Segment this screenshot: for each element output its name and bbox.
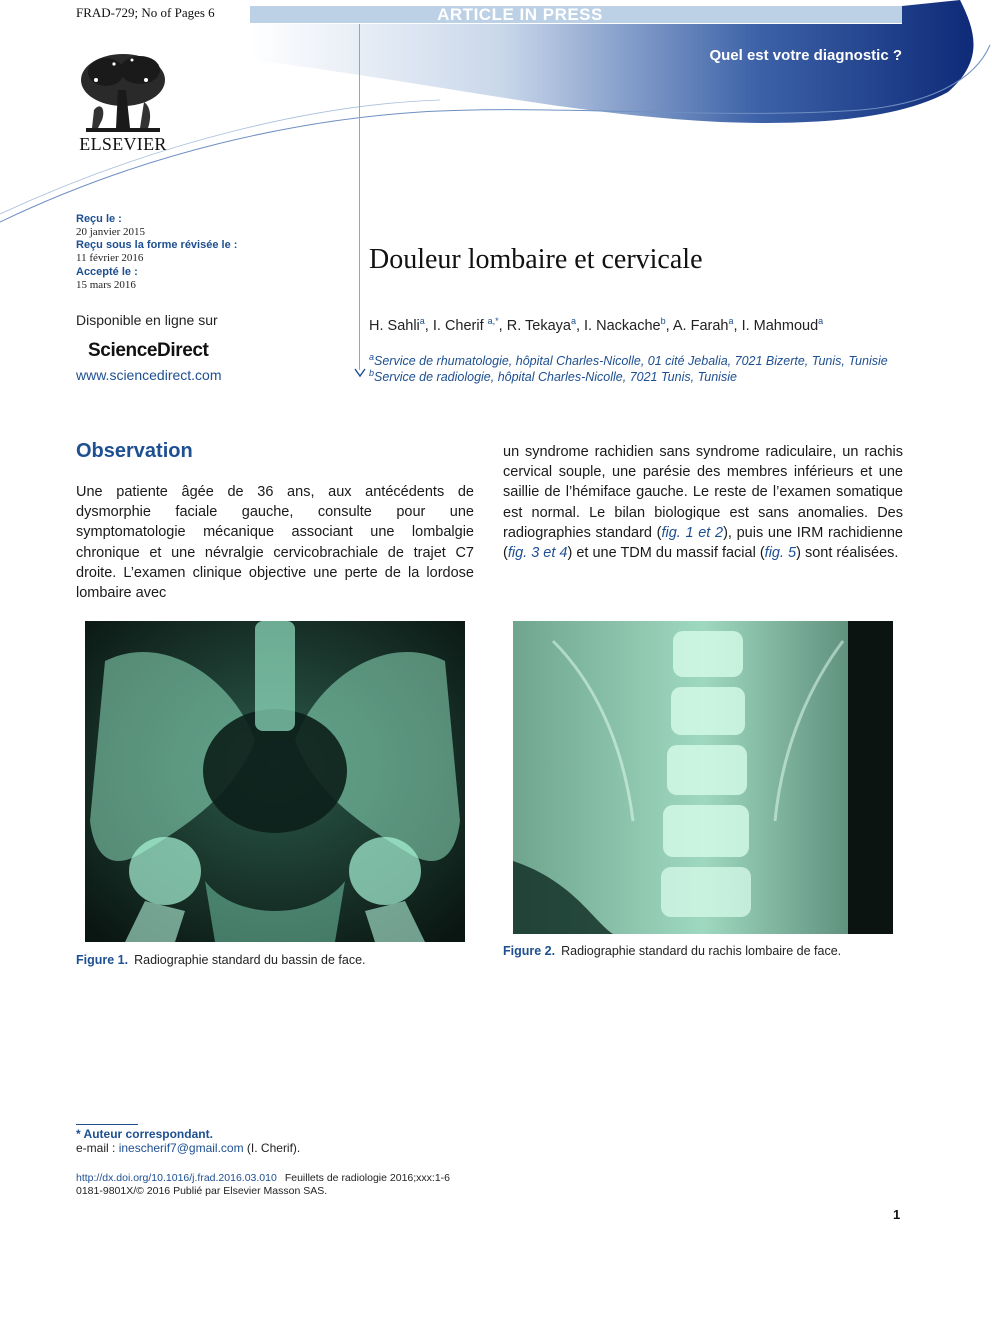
figure-ref-link[interactable]: fig. 5 — [764, 545, 797, 562]
article-title: Douleur lombaire et cervicale — [369, 244, 703, 275]
author-affil-mark[interactable]: a — [728, 316, 734, 326]
affiliation-a — [369, 352, 888, 368]
footnote-rule — [76, 1124, 138, 1125]
copyright-line: 0181-9801X/© 2016 Publié par Elsevier Masson SAS. — [76, 1185, 328, 1197]
author-name: R. Tekaya — [506, 317, 571, 334]
history-accepted-label: Accepté le : — [76, 266, 138, 278]
elsevier-wordmark: ELSEVIER — [79, 134, 167, 154]
author-affil-mark[interactable]: a — [419, 316, 425, 326]
affiliation-b — [369, 368, 737, 384]
author-name: I. Mahmoud — [741, 317, 819, 334]
figure-ref-link[interactable]: fig. 1 et 2 — [661, 524, 724, 541]
figure-ref-link[interactable]: fig. 3 et 4 — [507, 545, 568, 562]
affiliation-text: Service de rhumatologie, hôpital Charles-Nicolle, 01 cité Jebalia, 7021 Bizerte, Tunis, Tunisie — [374, 354, 888, 369]
history-revised-label: Reçu sous la forme révisée le : — [76, 239, 238, 251]
email-link[interactable]: inescherif7@gmail.com — [118, 1141, 244, 1155]
corresponding-author-note: * Auteur correspondant. — [76, 1127, 213, 1141]
pelvis-xray-illustration — [85, 621, 465, 942]
author-name: I. Nackache — [584, 317, 661, 334]
author-list: H. Sahli$^a$, I. Cherif $^{a,*}$, R. Tekaya$^a$, I. Nackache$^b$, A. Farah$^a$, I. Mahmoud$^a$ — [369, 316, 824, 334]
author-name: A. Farah — [672, 317, 729, 334]
page-number: 1 — [893, 1207, 901, 1222]
author-affil-mark[interactable]: b — [660, 316, 666, 326]
caption-text: Radiographie standard du bassin de face. — [134, 953, 366, 967]
elsevier-tree-icon — [76, 50, 170, 136]
caption-text: Radiographie standard du rachis lombaire de face. — [561, 944, 842, 958]
history-received-label: Reçu le : — [76, 213, 122, 225]
online-label: Disponible en ligne sur — [76, 312, 218, 328]
figure-label: Figure 2. — [503, 944, 556, 958]
email-prefix: e-mail : — [76, 1141, 119, 1155]
paragraph-text: ) sont réalisées. — [796, 545, 899, 562]
figure-2-image[interactable] — [513, 621, 893, 934]
doi-link[interactable]: http://dx.doi.org/10.1016/j.frad.2016.03.010 — [76, 1172, 277, 1184]
author-affil-mark[interactable]: a — [818, 316, 824, 326]
affiliation-mark: b — [369, 368, 375, 378]
rubric-title: Quel est votre diagnostic ? — [709, 47, 902, 64]
paragraph-text: ) et une TDM du massif facial ( — [567, 545, 765, 562]
doi-line — [76, 1172, 450, 1184]
journal-ref: Feuillets de radiologie 2016;xxx:1-6 — [284, 1172, 451, 1184]
author-name: H. Sahli — [369, 317, 420, 334]
author-affil-mark[interactable]: a,* — [487, 316, 499, 326]
figure-2-caption — [503, 944, 841, 958]
history-accepted-value: 15 mars 2016 — [76, 279, 136, 291]
paragraph-left: Une patiente âgée de 36 ans, aux antécédents de dysmorphie faciale gauche, consulte pour une symptomatologie mécanique associant une lombalgie chronique et une névralgie cervicobrachiale de trajet C7 droite. L’examen clinique objective une perte de la lordose lombaire avec — [76, 484, 474, 602]
history-revised-value: 11 février 2016 — [76, 252, 144, 264]
figure-1-image[interactable] — [85, 621, 465, 942]
figure-1-caption — [76, 953, 366, 967]
arrow-down-icon — [354, 366, 366, 378]
vertical-divider — [359, 24, 360, 370]
author-affil-mark[interactable]: a — [570, 316, 576, 326]
paragraph-right — [503, 442, 903, 563]
email-suffix: (I. Cherif). — [243, 1141, 301, 1155]
press-banner: ARTICLE IN PRESS — [437, 5, 603, 24]
history-received-value: 20 janvier 2015 — [76, 226, 146, 238]
paragraph-text: ), puis une IRM rachidienne ( — [503, 524, 903, 562]
sciencedirect-link[interactable]: www.sciencedirect.com — [76, 367, 222, 383]
sciencedirect-logo: ScienceDirect — [88, 340, 209, 361]
email-line — [76, 1141, 300, 1155]
affiliation-text: Service de radiologie, hôpital Charles-Nicolle, 7021 Tunis, Tunisie — [374, 370, 737, 385]
affiliation-mark: a — [369, 352, 375, 362]
lumbar-spine-xray-illustration — [513, 621, 893, 934]
section-heading: Observation — [76, 440, 193, 462]
article-id: FRAD-729; No of Pages 6 — [76, 5, 215, 20]
paragraph-text: un syndrome rachidien sans syndrome radiculaire, un rachis cervical souple, une parésie des membres inférieurs et une saillie de l’hémiface gauche. Le reste de l’examen somatique est normal. Le bilan biologique est sans anomalies. Des radiographies standard ( — [503, 444, 903, 541]
figure-label: Figure 1. — [76, 953, 129, 967]
author-name: I. Cherif — [432, 317, 484, 334]
